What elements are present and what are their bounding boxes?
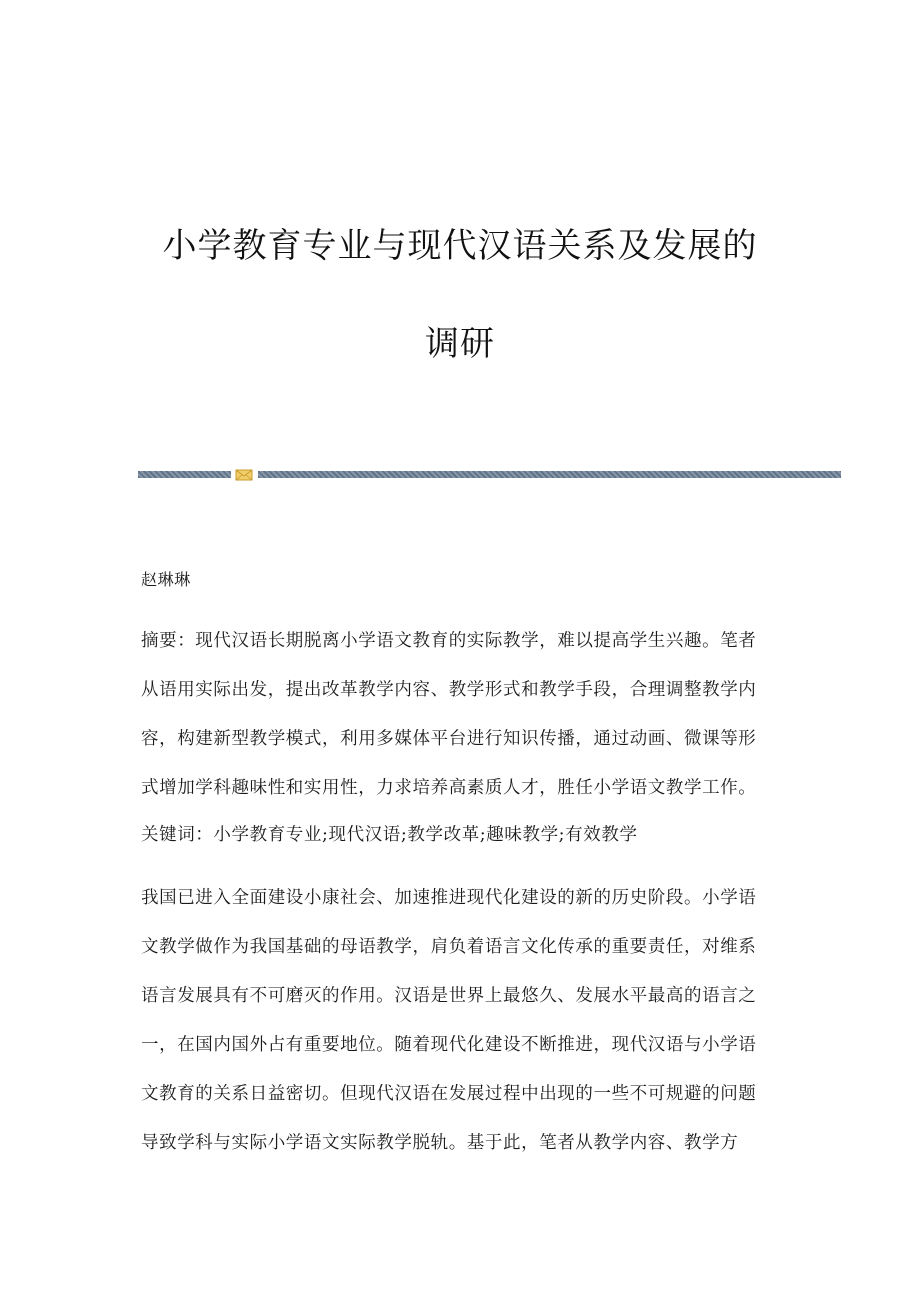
paragraph-line: 文教学做作为我国基础的母语教学，肩负着语言文化传承的重要责任，对维系 <box>141 937 757 957</box>
paragraph-line: 导致学科与实际小学语文实际教学脱轨。基于此，笔者从教学内容、教学方 <box>141 1133 739 1153</box>
divider-bar-left <box>138 471 231 478</box>
envelope-icon <box>235 468 253 482</box>
paragraph-line: 语言发展具有不可磨灭的作用。汉语是世界上最悠久、发展水平最高的语言之 <box>141 986 757 1006</box>
keywords: 关键词：小学教育专业;现代汉语;教学改革;趣味教学;有效教学 <box>141 825 638 845</box>
divider-bar-right <box>258 471 841 478</box>
paragraph-line: 我国已进入全面建设小康社会、加速推进现代化建设的新的历史阶段。小学语 <box>141 888 757 908</box>
abstract-line: 容，构建新型教学模式，利用多媒体平台进行知识传播，通过动画、微课等形 <box>141 729 757 749</box>
abstract-line: 式增加学科趣味性和实用性，力求培养高素质人才，胜任小学语文教学工作。 <box>141 778 757 798</box>
paragraph-line: 文教育的关系日益密切。但现代汉语在发展过程中出现的一些不可规避的问题 <box>141 1084 757 1104</box>
title-line-2: 调研 <box>425 324 495 364</box>
abstract-line: 从语用实际出发，提出改革教学内容、教学形式和教学手段，合理调整教学内 <box>141 680 757 700</box>
body-paragraph <box>141 874 776 1168</box>
section-divider <box>138 468 841 482</box>
title-line-1: 小学教育专业与现代汉语关系及发展的 <box>162 226 758 266</box>
author-name: 赵琳琳 <box>141 570 191 589</box>
abstract <box>141 617 776 813</box>
paragraph-line: 一，在国内国外占有重要地位。随着现代化建设不断推进，现代汉语与小学语 <box>141 1035 757 1055</box>
abstract-line: 摘要：现代汉语长期脱离小学语文教育的实际教学，难以提高学生兴趣。笔者 <box>141 631 757 651</box>
